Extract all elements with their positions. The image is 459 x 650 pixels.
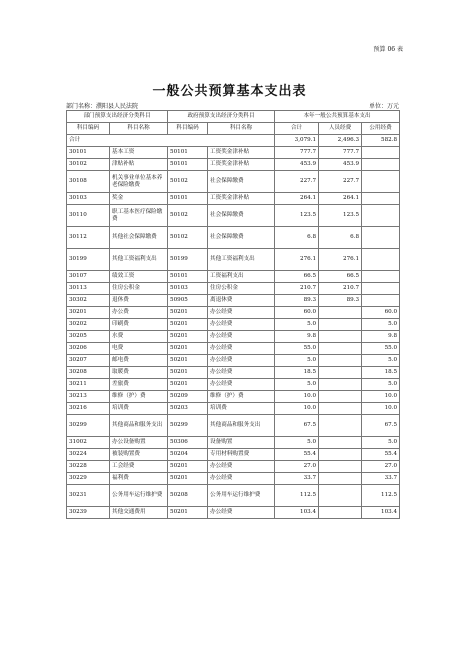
- dept-name-cell: 办公设备购置: [110, 437, 168, 449]
- personnel-cell: [319, 437, 362, 449]
- total-cell: 103.4: [275, 507, 319, 519]
- gov-name-cell: 社会保障缴费: [208, 227, 275, 249]
- public-cell: 55.4: [362, 449, 400, 461]
- personnel-cell: 227.7: [319, 171, 362, 193]
- table-row: [67, 403, 400, 415]
- public-cell: 18.5: [362, 367, 400, 379]
- table-row: [67, 147, 400, 159]
- column-header: 公用经费: [362, 123, 400, 135]
- table-row: [67, 159, 400, 171]
- total-cell: 112.5: [275, 485, 319, 507]
- page-title: 一般公共预算基本支出表: [152, 84, 307, 99]
- dept-code-cell: 30199: [67, 249, 110, 271]
- gov-code-cell: 50201: [168, 343, 208, 355]
- public-cell: 5.0: [362, 437, 400, 449]
- gov-name-cell: 办公经费: [208, 507, 275, 519]
- gov-name-cell: 专用材料购置费: [208, 449, 275, 461]
- unit-label: 单位：万元: [368, 103, 399, 110]
- table-row: [67, 227, 400, 249]
- dept-name-cell: 差旅费: [110, 379, 168, 391]
- personnel-cell: [319, 507, 362, 519]
- gov-name-cell: 办公经费: [208, 367, 275, 379]
- dept-name-cell: 退休费: [110, 295, 168, 307]
- dept-code-cell: 30201: [67, 307, 110, 319]
- group-header: 部门预算支出经济分类科目: [67, 111, 168, 123]
- gov-code-cell: 50101: [168, 193, 208, 205]
- column-header: 人员经费: [319, 123, 362, 135]
- gov-code-cell: 50208: [168, 485, 208, 507]
- gov-name-cell: 维修（护）费: [208, 391, 275, 403]
- dept-name-cell: 被装购置费: [110, 449, 168, 461]
- dept-code-cell: 30103: [67, 193, 110, 205]
- public-cell: 9.8: [362, 331, 400, 343]
- gov-code-cell: 50201: [168, 367, 208, 379]
- dept-name-cell: 邮电费: [110, 355, 168, 367]
- gov-code-cell: 50102: [168, 205, 208, 227]
- dept-code-cell: 30299: [67, 415, 110, 437]
- personnel-cell: [319, 473, 362, 485]
- group-header: 政府预算支出经济分类科目: [168, 111, 275, 123]
- total-cell: 777.7: [275, 147, 319, 159]
- personnel-cell: 66.5: [319, 271, 362, 283]
- column-header: 科目名称: [208, 123, 275, 135]
- table-row: [67, 379, 400, 391]
- dept-name-cell: 公务用车运行维护费: [110, 485, 168, 507]
- personnel-cell: [319, 415, 362, 437]
- gov-name-cell: 办公经费: [208, 331, 275, 343]
- gov-code-cell: 50299: [168, 415, 208, 437]
- total-cell: 276.1: [275, 249, 319, 271]
- total-cell: 10.0: [275, 391, 319, 403]
- dept-code-cell: 30224: [67, 449, 110, 461]
- public-cell: 67.5: [362, 415, 400, 437]
- gov-code-cell: 50204: [168, 449, 208, 461]
- table-row: [67, 473, 400, 485]
- dept-code-cell: 30239: [67, 507, 110, 519]
- gov-name-cell: 办公经费: [208, 461, 275, 473]
- dept-name-cell: 其他社会保障缴费: [110, 227, 168, 249]
- public-cell: 55.0: [362, 343, 400, 355]
- dept-code-cell: 30229: [67, 473, 110, 485]
- public-cell: 33.7: [362, 473, 400, 485]
- table-row: [67, 295, 400, 307]
- group-header-row: [67, 111, 400, 123]
- personnel-cell: 777.7: [319, 147, 362, 159]
- total-cell: 60.0: [275, 307, 319, 319]
- public-cell: [362, 249, 400, 271]
- total-sum: 3,079.1: [275, 135, 319, 147]
- public-cell: [362, 171, 400, 193]
- table-row: [67, 507, 400, 519]
- dept-name-cell: 职工基本医疗保险缴费: [110, 205, 168, 227]
- dept-code-cell: 30108: [67, 171, 110, 193]
- personnel-cell: [319, 403, 362, 415]
- gov-code-cell: 50199: [168, 249, 208, 271]
- public-cell: 27.0: [362, 461, 400, 473]
- dept-name-cell: 其他商品和服务支出: [110, 415, 168, 437]
- dept-code-cell: 30101: [67, 147, 110, 159]
- public-cell: [362, 227, 400, 249]
- dept-name-cell: 其他交通费用: [110, 507, 168, 519]
- public-cell: 10.0: [362, 391, 400, 403]
- gov-name-cell: 办公经费: [208, 355, 275, 367]
- dept-name-cell: 电费: [110, 343, 168, 355]
- total-cell: 5.0: [275, 379, 319, 391]
- gov-code-cell: 50201: [168, 307, 208, 319]
- total-cell: 227.7: [275, 171, 319, 193]
- table-row: [67, 437, 400, 449]
- dept-name-cell: 住房公积金: [110, 283, 168, 295]
- gov-code-cell: 50102: [168, 227, 208, 249]
- dept-name-cell: 绩效工资: [110, 271, 168, 283]
- personnel-cell: [319, 379, 362, 391]
- dept-code-cell: 30302: [67, 295, 110, 307]
- table-row: [67, 319, 400, 331]
- table-code: 预算 06 表: [373, 46, 403, 53]
- personnel-cell: [319, 331, 362, 343]
- gov-name-cell: 办公经费: [208, 473, 275, 485]
- gov-code-cell: 50905: [168, 295, 208, 307]
- gov-name-cell: 设备购置: [208, 437, 275, 449]
- gov-code-cell: 50201: [168, 331, 208, 343]
- dept-code-cell: 30228: [67, 461, 110, 473]
- total-cell: 264.1: [275, 193, 319, 205]
- personnel-cell: [319, 391, 362, 403]
- table-row: [67, 415, 400, 437]
- gov-code-cell: 50201: [168, 461, 208, 473]
- public-cell: [362, 295, 400, 307]
- personnel-cell: [319, 461, 362, 473]
- gov-code-cell: 50102: [168, 171, 208, 193]
- gov-name-cell: 工资奖金津补贴: [208, 159, 275, 171]
- table-row: [67, 271, 400, 283]
- gov-name-cell: 其他工资福利支出: [208, 249, 275, 271]
- dept-code-cell: 30110: [67, 205, 110, 227]
- dept-code-cell: 30102: [67, 159, 110, 171]
- gov-code-cell: 50101: [168, 159, 208, 171]
- gov-name-cell: 办公经费: [208, 319, 275, 331]
- total-cell: 55.4: [275, 449, 319, 461]
- total-cell: 55.0: [275, 343, 319, 355]
- dept-name-cell: 工会经费: [110, 461, 168, 473]
- column-header: 合计: [275, 123, 319, 135]
- total-cell: 5.0: [275, 437, 319, 449]
- total-cell: 5.0: [275, 355, 319, 367]
- group-header: 本年一般公共预算基本支出: [275, 111, 400, 123]
- gov-name-cell: 工资福利支出: [208, 271, 275, 283]
- table-row: [67, 331, 400, 343]
- personnel-cell: 264.1: [319, 193, 362, 205]
- public-cell: [362, 159, 400, 171]
- dept-name-cell: 办公费: [110, 307, 168, 319]
- dept-name-cell: 基本工资: [110, 147, 168, 159]
- dept-code-cell: 30205: [67, 331, 110, 343]
- personnel-cell: 6.8: [319, 227, 362, 249]
- total-cell: 18.5: [275, 367, 319, 379]
- column-header: 科目编码: [67, 123, 110, 135]
- dept-name-cell: 水费: [110, 331, 168, 343]
- public-cell: [362, 193, 400, 205]
- personnel-cell: 123.5: [319, 205, 362, 227]
- total-cell: 27.0: [275, 461, 319, 473]
- total-cell: 210.7: [275, 283, 319, 295]
- personnel-cell: [319, 367, 362, 379]
- dept-code-cell: 30112: [67, 227, 110, 249]
- personnel-cell: 453.9: [319, 159, 362, 171]
- dept-name-cell: 福利费: [110, 473, 168, 485]
- gov-name-cell: 办公经费: [208, 307, 275, 319]
- total-cell: 10.0: [275, 403, 319, 415]
- gov-code-cell: 50201: [168, 379, 208, 391]
- dept-code-cell: 30216: [67, 403, 110, 415]
- public-cell: 60.0: [362, 307, 400, 319]
- table-row: [67, 249, 400, 271]
- gov-code-cell: 50201: [168, 507, 208, 519]
- total-personnel: 2,496.3: [319, 135, 362, 147]
- gov-code-cell: 50101: [168, 147, 208, 159]
- dept-name-cell: 其他工资福利支出: [110, 249, 168, 271]
- table-row: [67, 485, 400, 507]
- gov-name-cell: 离退休费: [208, 295, 275, 307]
- dept-code-cell: 30202: [67, 319, 110, 331]
- total-cell: 453.9: [275, 159, 319, 171]
- department-name: 部门名称：濮阳县人民法院: [66, 103, 139, 110]
- gov-code-cell: 50209: [168, 391, 208, 403]
- gov-name-cell: 工资奖金津补贴: [208, 147, 275, 159]
- table-row: [67, 193, 400, 205]
- personnel-cell: 210.7: [319, 283, 362, 295]
- public-cell: 5.0: [362, 319, 400, 331]
- gov-code-cell: 50201: [168, 355, 208, 367]
- dept-name-cell: 津贴补贴: [110, 159, 168, 171]
- public-cell: 112.5: [362, 485, 400, 507]
- total-cell: 5.0: [275, 319, 319, 331]
- dept-name-cell: 培训费: [110, 403, 168, 415]
- total-cell: 9.8: [275, 331, 319, 343]
- dept-code-cell: 30206: [67, 343, 110, 355]
- gov-name-cell: 工资奖金津补贴: [208, 193, 275, 205]
- gov-code-cell: 50203: [168, 403, 208, 415]
- public-cell: 5.0: [362, 355, 400, 367]
- public-cell: [362, 271, 400, 283]
- sub-header-row: [67, 123, 400, 135]
- table-row: [67, 283, 400, 295]
- gov-name-cell: 社会保障缴费: [208, 171, 275, 193]
- dept-name-cell: 机关事业单位基本养老保险缴费: [110, 171, 168, 193]
- public-cell: [362, 205, 400, 227]
- total-cell: 33.7: [275, 473, 319, 485]
- total-cell: 89.3: [275, 295, 319, 307]
- dept-name-cell: 取暖费: [110, 367, 168, 379]
- personnel-cell: [319, 307, 362, 319]
- table-row: [67, 367, 400, 379]
- personnel-cell: 276.1: [319, 249, 362, 271]
- table-row: [67, 343, 400, 355]
- table-row: [67, 205, 400, 227]
- dept-name-cell: 奖金: [110, 193, 168, 205]
- gov-code-cell: 50201: [168, 319, 208, 331]
- public-cell: 103.4: [362, 507, 400, 519]
- public-cell: 10.0: [362, 403, 400, 415]
- personnel-cell: [319, 449, 362, 461]
- budget-table: [66, 110, 400, 519]
- total-cell: 6.8: [275, 227, 319, 249]
- table-row: [67, 171, 400, 193]
- gov-name-cell: 办公经费: [208, 379, 275, 391]
- dept-code-cell: 30207: [67, 355, 110, 367]
- dept-code-cell: 30231: [67, 485, 110, 507]
- total-public: 582.8: [362, 135, 400, 147]
- gov-name-cell: 住房公积金: [208, 283, 275, 295]
- gov-name-cell: 办公经费: [208, 343, 275, 355]
- gov-code-cell: 50306: [168, 437, 208, 449]
- total-row: [67, 135, 400, 147]
- dept-code-cell: 30213: [67, 391, 110, 403]
- dept-code-cell: 30113: [67, 283, 110, 295]
- gov-code-cell: 50201: [168, 473, 208, 485]
- gov-name-cell: 公务用车运行维护费: [208, 485, 275, 507]
- personnel-cell: 89.3: [319, 295, 362, 307]
- dept-code-cell: 30107: [67, 271, 110, 283]
- column-header: 科目名称: [110, 123, 168, 135]
- gov-code-cell: 50103: [168, 283, 208, 295]
- table-row: [67, 449, 400, 461]
- personnel-cell: [319, 355, 362, 367]
- dept-name-cell: 维修（护）费: [110, 391, 168, 403]
- dept-code-cell: 30211: [67, 379, 110, 391]
- table-row: [67, 355, 400, 367]
- gov-name-cell: 其他商品和服务支出: [208, 415, 275, 437]
- total-cell: 123.5: [275, 205, 319, 227]
- personnel-cell: [319, 485, 362, 507]
- dept-code-cell: 31002: [67, 437, 110, 449]
- public-cell: [362, 283, 400, 295]
- table-row: [67, 461, 400, 473]
- dept-name-cell: 印刷费: [110, 319, 168, 331]
- total-cell: 67.5: [275, 415, 319, 437]
- column-header: 科目编码: [168, 123, 208, 135]
- gov-code-cell: 50101: [168, 271, 208, 283]
- personnel-cell: [319, 319, 362, 331]
- dept-code-cell: 30208: [67, 367, 110, 379]
- table-row: [67, 391, 400, 403]
- table-row: [67, 307, 400, 319]
- public-cell: [362, 147, 400, 159]
- total-cell: 66.5: [275, 271, 319, 283]
- personnel-cell: [319, 343, 362, 355]
- total-label: 合计: [67, 135, 275, 147]
- gov-name-cell: 社会保障缴费: [208, 205, 275, 227]
- unit-row: [66, 101, 399, 110]
- gov-name-cell: 培训费: [208, 403, 275, 415]
- public-cell: 5.0: [362, 379, 400, 391]
